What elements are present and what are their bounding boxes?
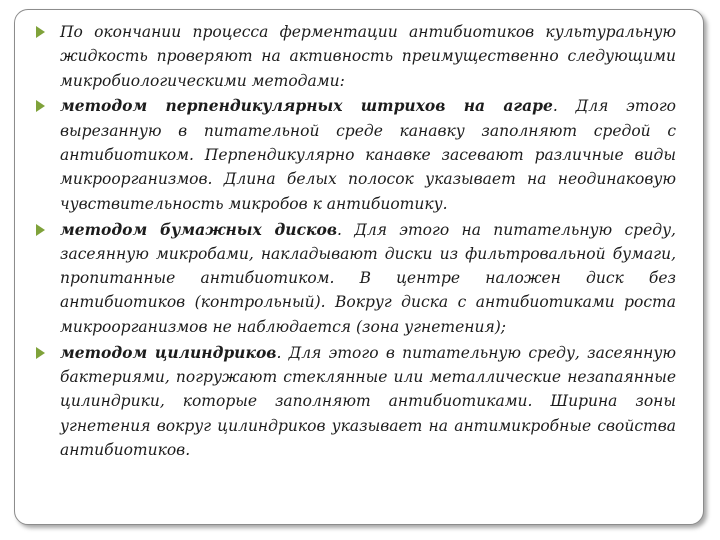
bullet-arrow-icon <box>36 26 45 38</box>
item-term: методом перпендикулярных штрихов на агаре <box>60 96 553 116</box>
bullet-arrow-icon <box>36 224 45 236</box>
item-term: методом бумажных дисков <box>60 219 338 239</box>
bullet-item-intro <box>32 20 676 93</box>
item-text: . Для этого на питательную среду, засеянную микробами, накладывают диски из фильтровальной бумаги, пропитанные антибиотиком. В центре наложен диск без антибиотиков (контрольный). Вокруг диска с антибиотиками роста микроорганизмов не наблюдается (зона угнетения); <box>60 220 676 336</box>
item-text: По окончании процесса ферментации антибиотиков культуральную жидкость проверяют на активность преимущественно следующими микробиологическими методами: <box>60 23 676 90</box>
item-text: . Для этого вырезанную в питательной среде канавку заполняют средой с антибиотиком. Перпендикулярно канавке засевают различные виды микроорганизмов. Длина белых полосок указывает на неодинаковую чувствительность микробов к антибиотику. <box>60 97 677 213</box>
bullet-item-cylinder-method <box>32 341 676 462</box>
bullet-item-paper-disc-method <box>32 218 676 339</box>
bullet-arrow-icon <box>36 347 45 359</box>
item-term: методом цилиндриков <box>60 342 277 362</box>
item-text: . Для этого в питательную среду, засеянную бактериями, погружают стеклянные или металлические незапаянные цилиндрики, которые заполняют антибиотиками. Ширина зоны угнетения вокруг цилиндриков указывает на антимикробные свойства антибиотиков. <box>60 343 677 459</box>
bullet-item-streak-method <box>32 94 676 215</box>
slide-content <box>32 20 676 464</box>
bullet-arrow-icon <box>36 100 45 112</box>
